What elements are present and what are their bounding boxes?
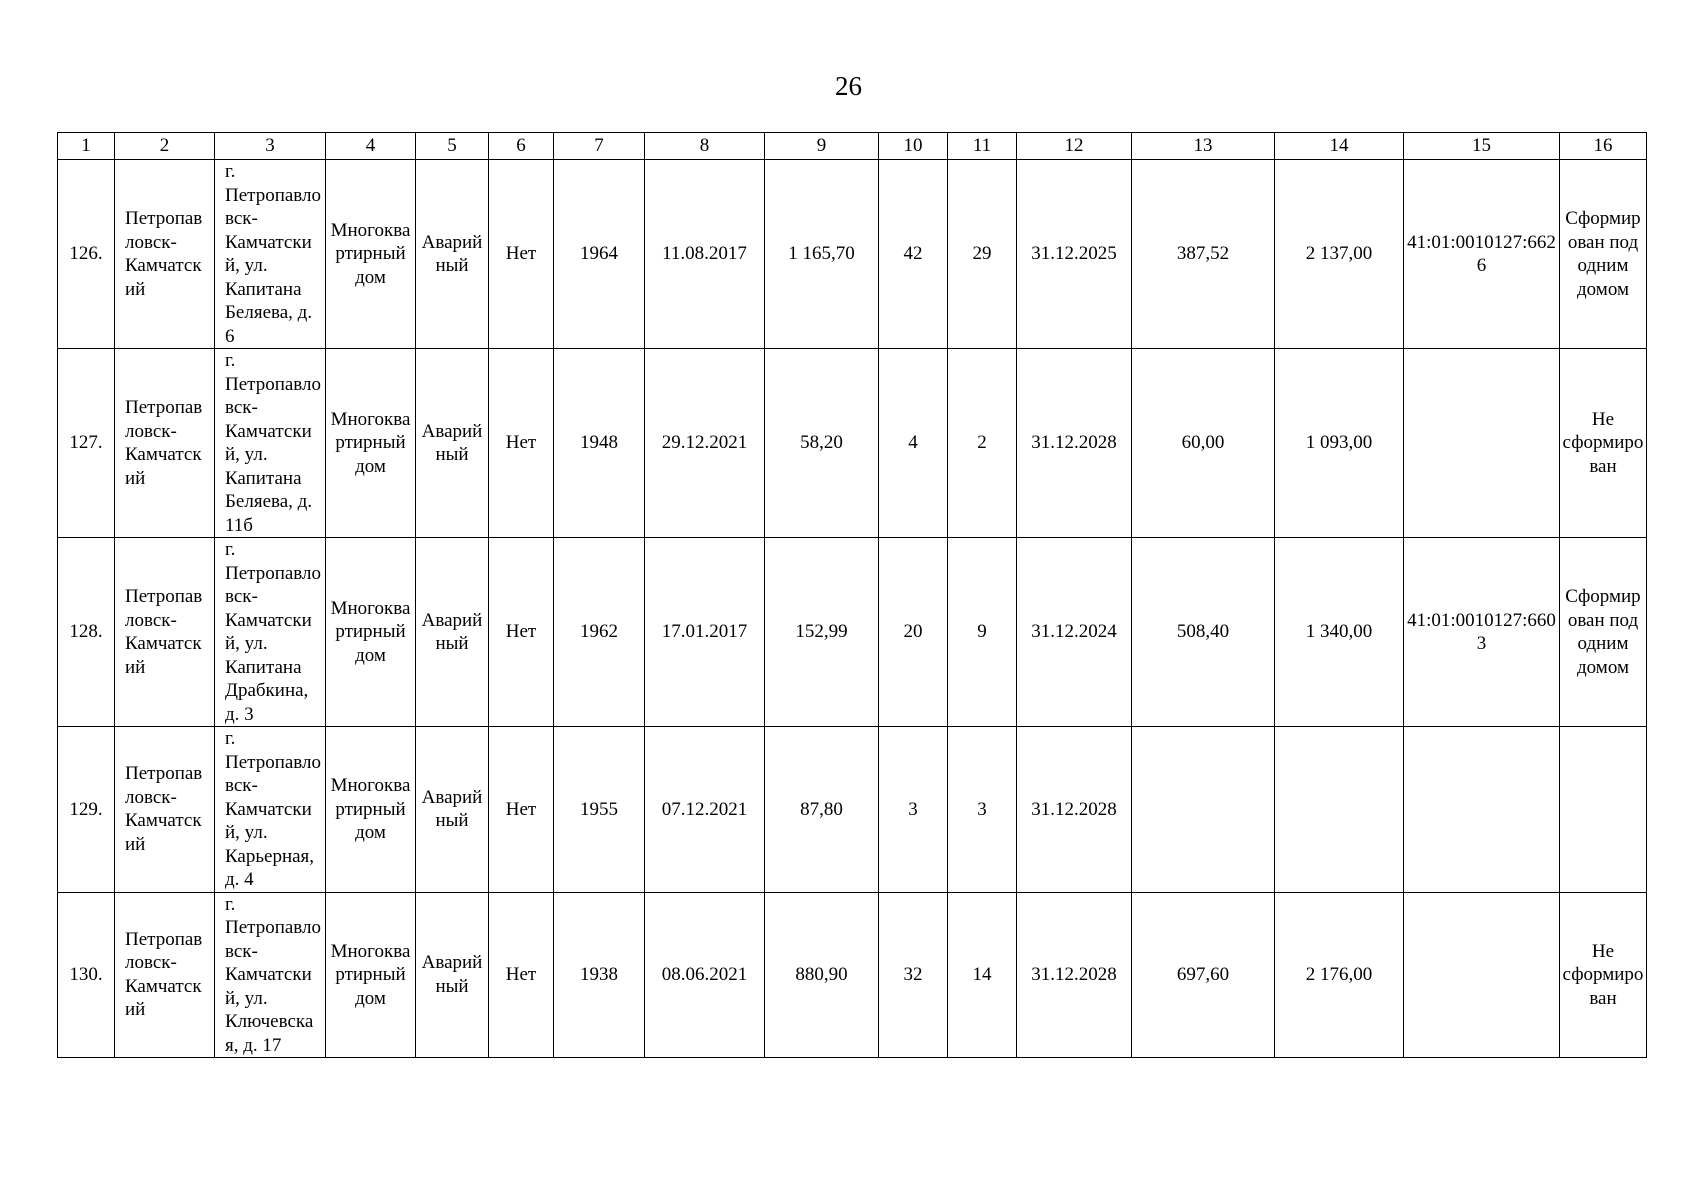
table-row	[58, 160, 1647, 349]
table-row	[58, 727, 1647, 893]
recognition-date-cell: 17.01.2017	[645, 538, 765, 727]
column-header: 7	[554, 133, 645, 160]
housing-registry-table	[57, 132, 1647, 1058]
flag-cell: Нет	[489, 160, 554, 349]
cadastral-number-cell: 41:01:0010127:6626	[1404, 160, 1560, 349]
building-type-cell: Многоквартирный дом	[326, 892, 416, 1058]
year-cell: 1955	[554, 727, 645, 893]
condition-cell: Аварийный	[416, 349, 489, 538]
area-cell: 58,20	[765, 349, 879, 538]
address-cell: г. Петропавловск-Камчатский, ул. Капитана Беляева, д. 6	[215, 160, 326, 349]
row-number: 129.	[58, 727, 115, 893]
value-cell: 1 340,00	[1275, 538, 1404, 727]
value-cell: 60,00	[1132, 349, 1275, 538]
address-cell: г. Петропавловск-Камчатский, ул. Капитана Беляева, д. 11б	[215, 349, 326, 538]
deadline-date-cell: 31.12.2028	[1017, 727, 1132, 893]
count-cell: 3	[948, 727, 1017, 893]
value-cell: 697,60	[1132, 892, 1275, 1058]
count-cell: 2	[948, 349, 1017, 538]
recognition-date-cell: 08.06.2021	[645, 892, 765, 1058]
building-type-cell: Многоквартирный дом	[326, 538, 416, 727]
column-header: 10	[879, 133, 948, 160]
count-cell: 14	[948, 892, 1017, 1058]
flag-cell: Нет	[489, 538, 554, 727]
column-header: 1	[58, 133, 115, 160]
column-header: 12	[1017, 133, 1132, 160]
row-number: 127.	[58, 349, 115, 538]
count-cell: 9	[948, 538, 1017, 727]
deadline-date-cell: 31.12.2025	[1017, 160, 1132, 349]
land-plot-status-cell: Сформирован под одним домом	[1560, 538, 1647, 727]
address-cell: г. Петропавловск-Камчатский, ул. Капитана Драбкина, д. 3	[215, 538, 326, 727]
land-plot-status-cell: Не сформирован	[1560, 892, 1647, 1058]
column-header: 16	[1560, 133, 1647, 160]
address-cell: г. Петропавловск-Камчатский, ул. Карьерная, д. 4	[215, 727, 326, 893]
column-header: 15	[1404, 133, 1560, 160]
year-cell: 1964	[554, 160, 645, 349]
column-header: 9	[765, 133, 879, 160]
year-cell: 1962	[554, 538, 645, 727]
count-cell: 29	[948, 160, 1017, 349]
flag-cell: Нет	[489, 349, 554, 538]
cadastral-number-cell	[1404, 349, 1560, 538]
value-cell: 1 093,00	[1275, 349, 1404, 538]
municipality-cell: Петропавловск-Камчатский	[115, 349, 215, 538]
recognition-date-cell: 11.08.2017	[645, 160, 765, 349]
count-cell: 32	[879, 892, 948, 1058]
count-cell: 3	[879, 727, 948, 893]
table-row	[58, 349, 1647, 538]
cadastral-number-cell: 41:01:0010127:6603	[1404, 538, 1560, 727]
building-type-cell: Многоквартирный дом	[326, 160, 416, 349]
deadline-date-cell: 31.12.2024	[1017, 538, 1132, 727]
value-cell: 2 137,00	[1275, 160, 1404, 349]
table-row	[58, 892, 1647, 1058]
building-type-cell: Многоквартирный дом	[326, 349, 416, 538]
deadline-date-cell: 31.12.2028	[1017, 892, 1132, 1058]
count-cell: 20	[879, 538, 948, 727]
area-cell: 87,80	[765, 727, 879, 893]
municipality-cell: Петропавловск-Камчатский	[115, 892, 215, 1058]
row-number: 130.	[58, 892, 115, 1058]
column-header: 8	[645, 133, 765, 160]
count-cell: 4	[879, 349, 948, 538]
column-header: 13	[1132, 133, 1275, 160]
value-cell: 508,40	[1132, 538, 1275, 727]
condition-cell: Аварийный	[416, 538, 489, 727]
recognition-date-cell: 29.12.2021	[645, 349, 765, 538]
recognition-date-cell: 07.12.2021	[645, 727, 765, 893]
column-number-row	[58, 133, 1647, 160]
area-cell: 152,99	[765, 538, 879, 727]
page-number: 26	[835, 71, 862, 101]
condition-cell: Аварийный	[416, 892, 489, 1058]
column-header: 11	[948, 133, 1017, 160]
column-header: 3	[215, 133, 326, 160]
column-header: 2	[115, 133, 215, 160]
cadastral-number-cell	[1404, 892, 1560, 1058]
column-header: 14	[1275, 133, 1404, 160]
flag-cell: Нет	[489, 892, 554, 1058]
land-plot-status-cell: Сформирован под одним домом	[1560, 160, 1647, 349]
land-plot-status-cell	[1560, 727, 1647, 893]
value-cell: 387,52	[1132, 160, 1275, 349]
area-cell: 880,90	[765, 892, 879, 1058]
municipality-cell: Петропавловск-Камчатский	[115, 727, 215, 893]
condition-cell: Аварийный	[416, 727, 489, 893]
table-row	[58, 538, 1647, 727]
column-header: 6	[489, 133, 554, 160]
municipality-cell: Петропавловск-Камчатский	[115, 160, 215, 349]
row-number: 126.	[58, 160, 115, 349]
count-cell: 42	[879, 160, 948, 349]
value-cell	[1132, 727, 1275, 893]
flag-cell: Нет	[489, 727, 554, 893]
value-cell	[1275, 727, 1404, 893]
area-cell: 1 165,70	[765, 160, 879, 349]
deadline-date-cell: 31.12.2028	[1017, 349, 1132, 538]
year-cell: 1948	[554, 349, 645, 538]
land-plot-status-cell: Не сформирован	[1560, 349, 1647, 538]
municipality-cell: Петропавловск-Камчатский	[115, 538, 215, 727]
column-header: 4	[326, 133, 416, 160]
year-cell: 1938	[554, 892, 645, 1058]
cadastral-number-cell	[1404, 727, 1560, 893]
row-number: 128.	[58, 538, 115, 727]
value-cell: 2 176,00	[1275, 892, 1404, 1058]
column-header: 5	[416, 133, 489, 160]
building-type-cell: Многоквартирный дом	[326, 727, 416, 893]
address-cell: г. Петропавловск-Камчатский, ул. Ключевская, д. 17	[215, 892, 326, 1058]
condition-cell: Аварийный	[416, 160, 489, 349]
